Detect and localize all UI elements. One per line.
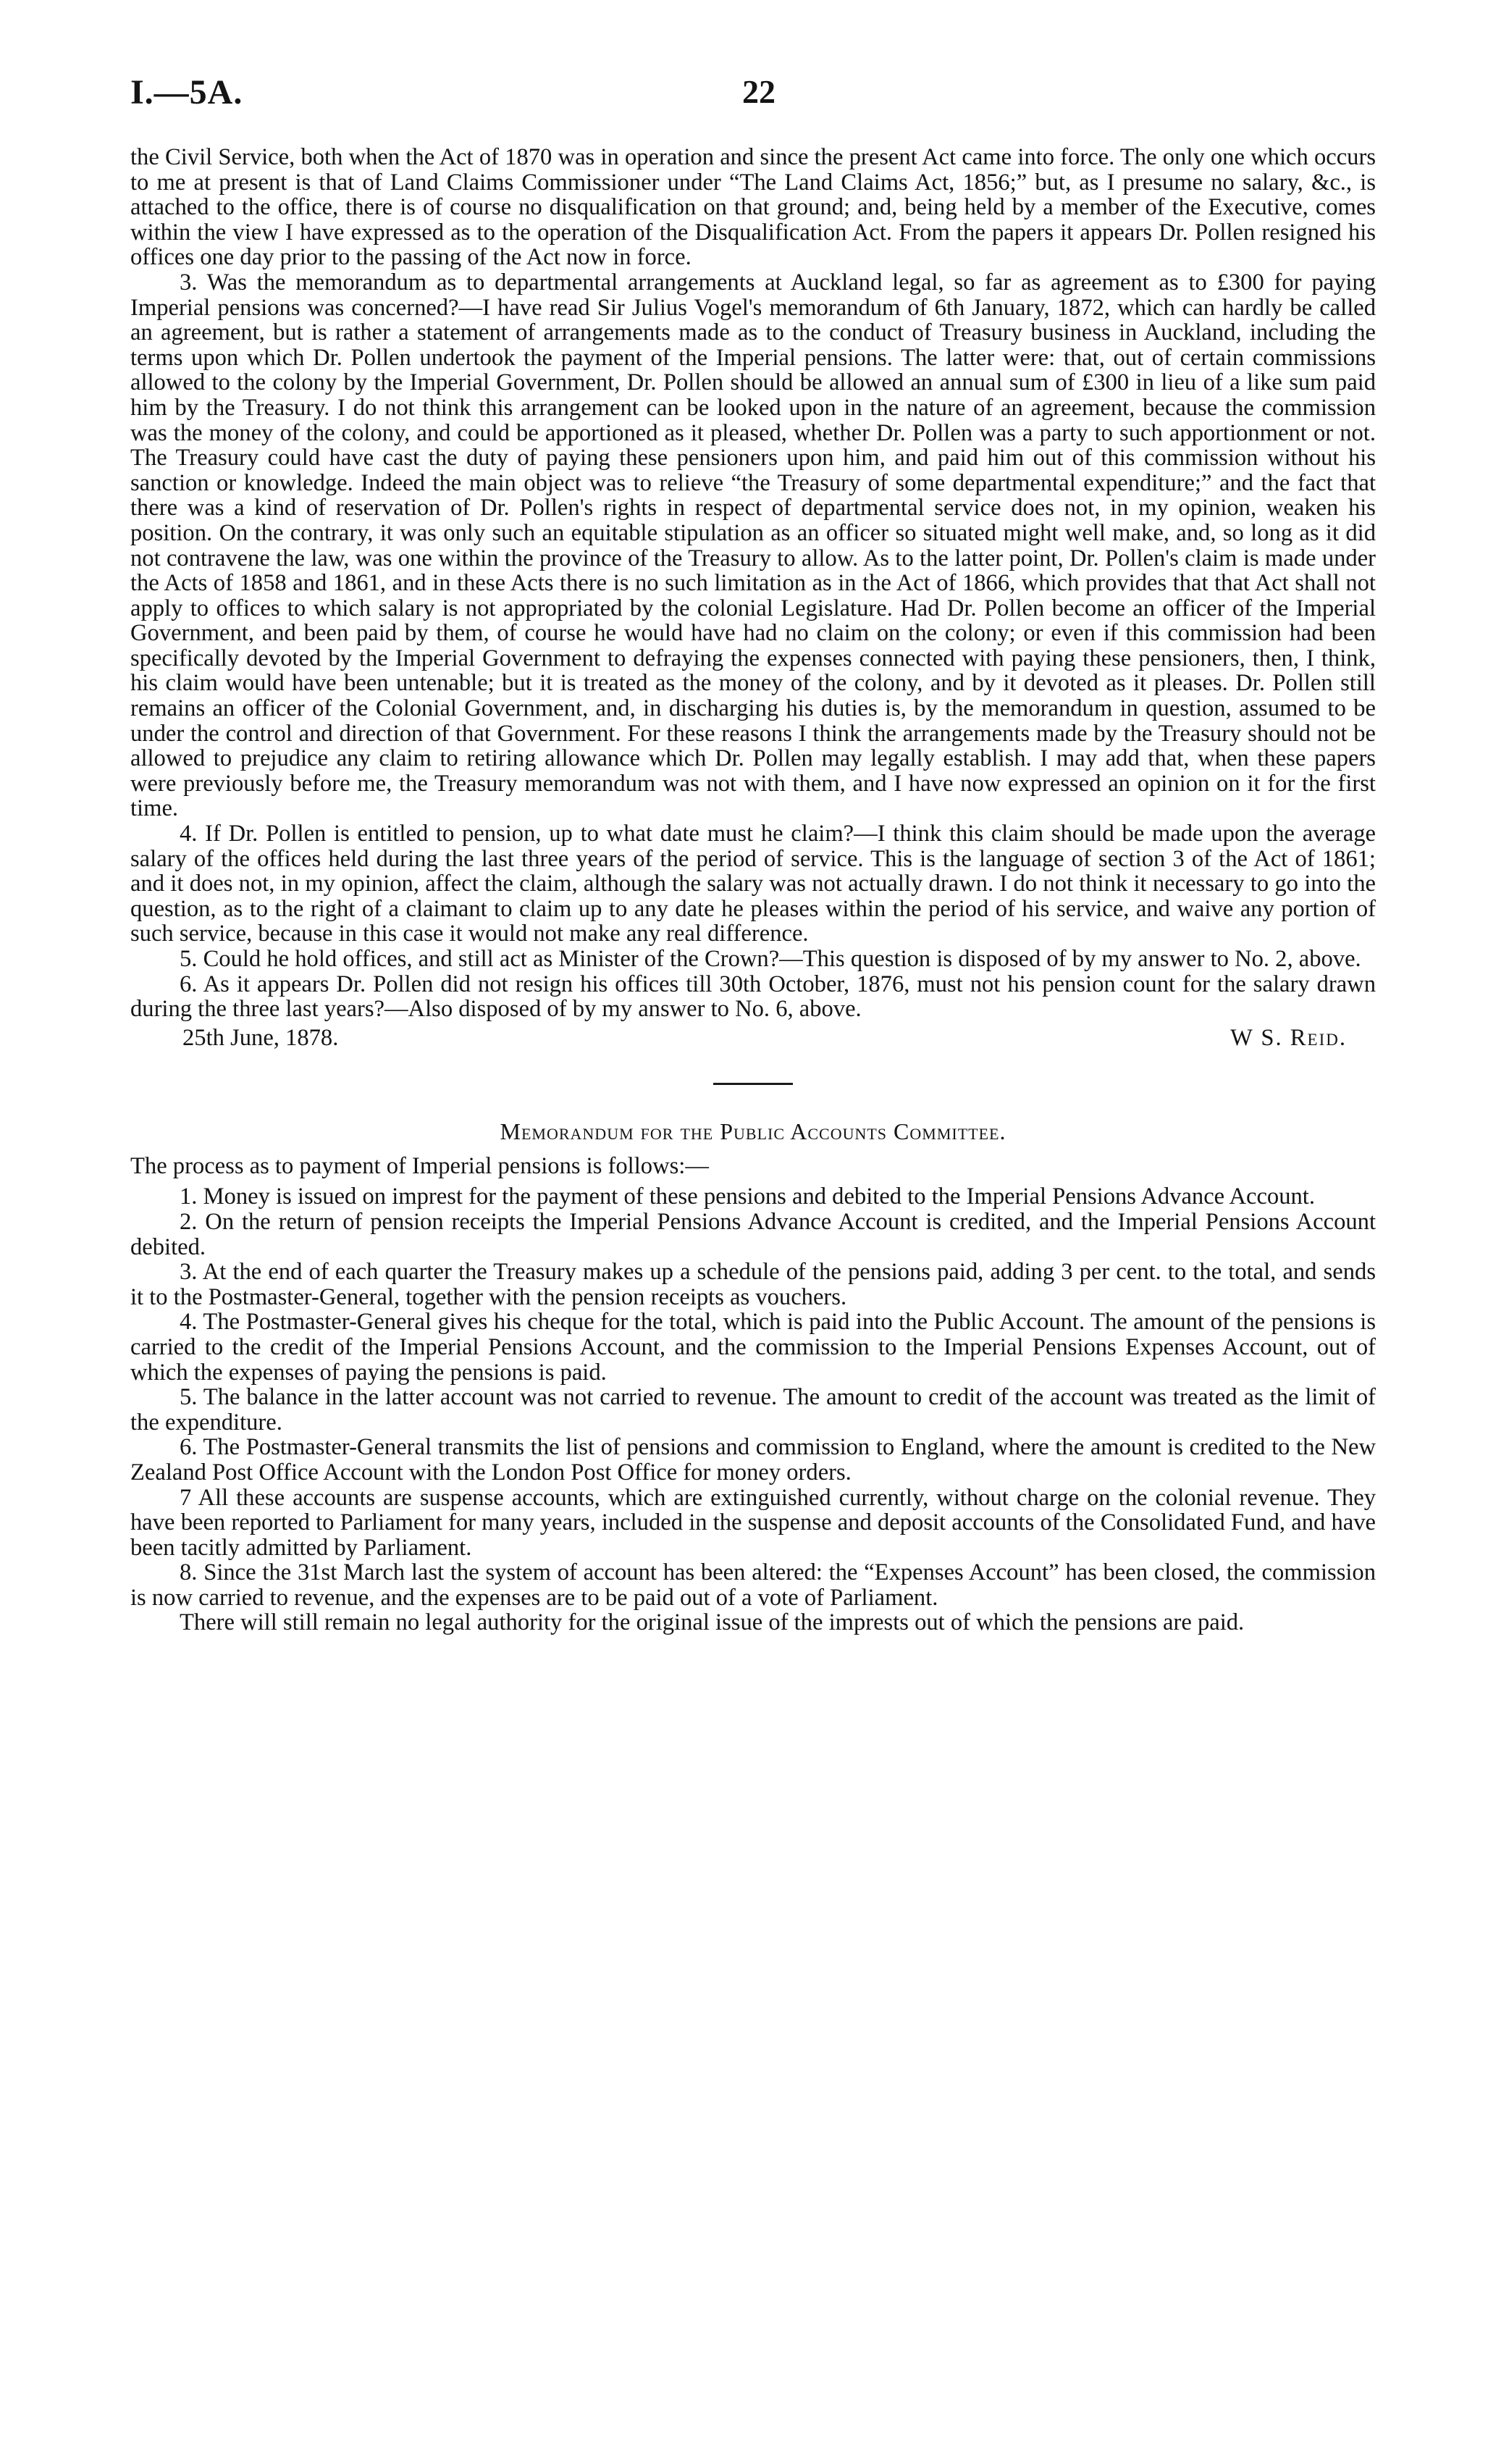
paragraph: the Civil Service, both when the Act of 1870 was in operation and since the present Act came into force. The only one which occurs to me at present is that of Land Claims Commissioner under “The Land Claims Act, 1856;” but, as I presume no salary, &c., is attached to the office, there is of course no disqualification on that ground; and, being held by a member of the Executive, comes within the view I have expressed as to the operation of the Disqualification Act. From the papers it appears Dr. Pollen resigned his offices one day prior to the passing of the Act now in force. <box>130 144 1376 271</box>
memo-intro: The process as to payment of Imperial pensions is follows:— <box>130 1152 709 1179</box>
memo-heading: Memorandum for the Public Accounts Committee. <box>500 1118 1006 1144</box>
paragraph: 5. Could he hold offices, and still act as Minister of the Crown?—This question is disposed of by my answer to No. 2, above. <box>180 946 1361 972</box>
opinion-body <box>130 145 1376 1022</box>
memo-item: 7 All these accounts are suspense accounts, which are extinguished currently, without charge on the colonial revenue. They have been reported to Parliament for many years, included in the suspense and deposit accounts of the Consolidated Fund, and have been tacitly admitted by Parliament. <box>130 1484 1376 1561</box>
document-page <box>130 72 1376 1635</box>
paragraph: 3. Was the memorandum as to departmental arrangements at Auckland legal, so far as agreement as to £300 for paying Imperial pensions was concerned?—I have read Sir Julius Vogel's memorandum of 6th January, 1872, which can hardly be called an agreement, but is rather a statement of arrangements made as to the conduct of Treasury business in Auckland, including the terms upon which Dr. Pollen undertook the payment of the Imperial pensions. The latter were: that, out of certain commissions allowed to the colony by the Imperial Government, Dr. Pollen should be allowed an annual sum of £300 in lieu of a like sum paid him by the Treasury. I do not think this arrangement can be looked upon in the nature of an agreement, because the commission was the money of the colony, and could be apportioned as it pleased, whether Dr. Pollen was a party to such apportionment or not. The Treasury could have cast the duty of paying these pensioners upon him, and paid him out of this commission without his sanction or knowledge. Indeed the main object was to relieve “the Treasury of some departmental expenditure;” and the fact that there was a kind of reservation of Dr. Pollen's rights in respect of departmental service does not, in my opinion, weaken his position. On the contrary, it was only such an equitable stipulation as an officer so situated might well make, and, so long as it did not contravene the law, was one within the province of the Treasury to allow. As to the latter point, Dr. Pollen's claim is made under the Acts of 1858 and 1861, and in these Acts there is no such limitation as in the Act of 1866, which provides that that Act shall not apply to offices to which salary is not appropriated by the colonial Legislature. Had Dr. Pollen become an officer of the Imperial Government, and been paid by them, of course he would have had no claim on the colony; or even if this commission had been specifically devoted by the Imperial Government to defraying the expenses connected with paying these pensioners, then, I think, his claim would have been untenable; but it is treated as the money of the colony, and by it devoted as it pleases. Dr. Pollen still remains an officer of the Colonial Government, and, in discharging his duties is, by the memorandum in question, assumed to be under the control and direction of that Government. For these reasons I think the arrangements made by the Treasury should not be allowed to prejudice any claim to retiring allowance which Dr. Pollen may legally establish. I may add that, when these papers were previously before me, the Treasury memorandum was not with them, and I have now expressed an opinion on it for the first time. <box>130 269 1376 822</box>
memo-body <box>130 1154 1376 1635</box>
paragraph: 4. If Dr. Pollen is entitled to pension, up to what date must he claim?—I think this claim should be made upon the average salary of the offices held during the last three years of the period of service. This is the language of section 3 of the Act of 1861; and it does not, in my opinion, affect the claim, although the salary was not actually drawn. I do not think it necessary to go into the question, as to the right of a claimant to claim up to any date he pleases within the period of his service, and waive any portion of such service, because in this case it would not make any real difference. <box>130 821 1376 947</box>
memo-item: 8. Since the 31st March last the system of account has been altered: the “Expenses Account” has been closed, the commission is now carried to revenue, and the expenses are to be paid out of a vote of Parliament. <box>130 1559 1376 1611</box>
memo-closing: There will still remain no legal authority for the original issue of the imprests out of which the pensions are paid. <box>180 1609 1245 1636</box>
page-number: 22 <box>742 73 775 110</box>
memo-item: 1. Money is issued on imprest for the payment of these pensions and debited to the Imperial Pensions Advance Account. <box>180 1183 1315 1210</box>
memo-item: 2. On the return of pension receipts the Imperial Pensions Advance Account is credited, and the Imperial Pensions Account debited. <box>130 1208 1376 1260</box>
memo-item: 4. The Postmaster-General gives his cheque for the total, which is paid into the Public Account. The amount of the pensions is carried to the credit of the Imperial Pensions Account, and the commission to the Imperial Pensions Expenses Account, out of which the expenses of paying the pensions is paid. <box>130 1309 1376 1386</box>
document-reference: I.—5A. <box>130 73 243 112</box>
memo-item: 3. At the end of each quarter the Treasury makes up a schedule of the pensions paid, adding 3 per cent. to the total, and sends it to the Postmaster-General, together with the pension receipts as vouchers. <box>130 1259 1376 1310</box>
memo-item: 6. The Postmaster-General transmits the list of pensions and commission to England, where the amount is credited to the New Zealand Post Office Account with the London Post Office for money orders. <box>130 1434 1376 1485</box>
section-divider <box>713 1083 793 1085</box>
paragraph: 6. As it appears Dr. Pollen did not resign his offices till 30th October, 1876, must not his pension count for the salary drawn during the three last years?—Also disposed of by my answer to No. 6, above. <box>130 971 1376 1023</box>
signoff-date: 25th June, 1878. <box>182 1024 339 1051</box>
signoff <box>130 1025 1376 1055</box>
page-header <box>130 72 1376 145</box>
signature: W S. Reid. <box>1230 1024 1347 1051</box>
memo-item: 5. The balance in the latter account was not carried to revenue. The amount to credit of the account was treated as the limit of the expenditure. <box>130 1384 1376 1436</box>
